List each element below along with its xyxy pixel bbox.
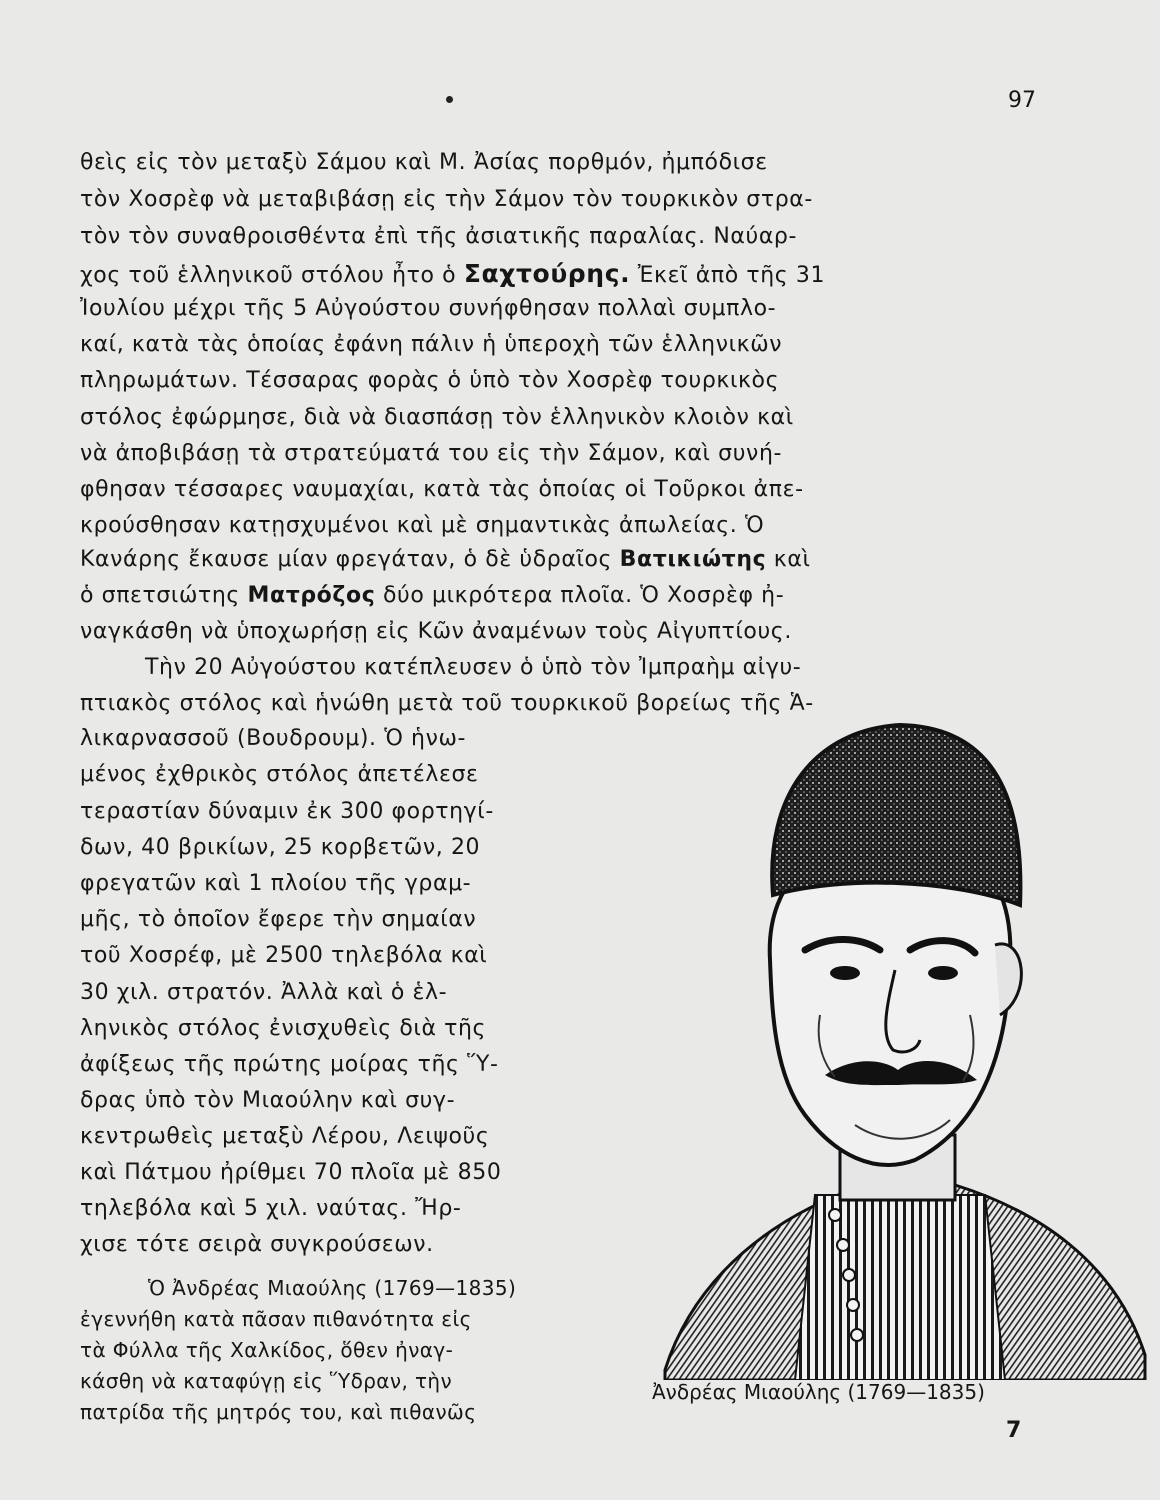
text-line: καί, κατὰ τὰς ὁποίας ἐφάνη πάλιν ἡ ὑπεροχὴ τῶν ἑλληνικῶν bbox=[80, 332, 783, 357]
text-line bbox=[80, 261, 825, 287]
text-line: καὶ Πάτμου ἠρίθμει 70 πλοῖα μὲ 850 bbox=[80, 1160, 502, 1185]
name-matrozos: Ματρόζος bbox=[247, 583, 376, 608]
text-line bbox=[80, 585, 784, 607]
text-line: ληνικὸς στόλος ἐνισχυθεὶς διὰ τῆς bbox=[80, 1016, 487, 1041]
text-line: δων, 40 βρικίων, 25 κορβετῶν, 20 bbox=[80, 835, 481, 860]
text-line: Ἰουλίου μέχρι τῆς 5 Αὐγούστου συνήφθησαν πολλαὶ συμπλο- bbox=[80, 296, 777, 321]
text-fragment: καὶ bbox=[766, 547, 811, 572]
text-line: Τὴν 20 Αὐγούστου κατέπλευσεν ὁ ὑπὸ τὸν Ἰμπραὴμ αἰγυ- bbox=[145, 655, 802, 680]
text-line: φρεγατῶν καὶ 1 πλοίου τῆς γραμ- bbox=[80, 871, 472, 896]
text-fragment: Κανάρης ἔκαυσε μίαν φρεγάταν, ὁ δὲ ὑδραῖος bbox=[80, 547, 620, 572]
caption-line: ἐγεννήθη κατὰ πᾶσαν πιθανότητα εἰς bbox=[80, 1307, 472, 1331]
name-vatikiotis: Βατικιώτης bbox=[619, 547, 767, 572]
text-line: θεὶς εἰς τὸν μεταξὺ Σάμου καὶ Μ. Ἀσίας πορθμόν, ἠμπόδισε bbox=[80, 150, 768, 175]
text-line: πτιακὸς στόλος καὶ ἡνώθη μετὰ τοῦ τουρκικοῦ βορείως τῆς Ἁ- bbox=[80, 691, 814, 716]
page-number: 97 bbox=[1008, 88, 1036, 113]
text-line: κρούσθησαν κατῃσχυμένοι καὶ μὲ σημαντικὰς ἀπωλείας. Ὁ bbox=[80, 513, 765, 538]
text-line: τεραστίαν δύναμιν ἐκ 300 φορτηγί- bbox=[80, 799, 494, 824]
caption-line: τὰ Φύλλα τῆς Χαλκίδος, ὅθεν ἠναγ- bbox=[80, 1338, 454, 1362]
signature-number: 7 bbox=[1006, 1418, 1022, 1443]
text-line: 30 χιλ. στρατόν. Ἀλλὰ καὶ ὁ ἑλ- bbox=[80, 980, 448, 1005]
text-fragment: Ἐκεῖ ἀπὸ τῆς 31 bbox=[630, 263, 826, 288]
dot-mark bbox=[446, 96, 453, 103]
text-line: στόλος ἐφώρμησε, διὰ νὰ διασπάσῃ τὸν ἑλληνικὸν κλοιὸν καὶ bbox=[80, 405, 794, 430]
text-line: μένος ἐχθρικὸς στόλος ἀπετέλεσε bbox=[80, 762, 479, 787]
portrait-illustration-icon bbox=[655, 715, 1150, 1380]
text-line: τηλεβόλα καὶ 5 χιλ. ναύτας. Ἤρ- bbox=[80, 1196, 462, 1221]
text-line: μῆς, τὸ ὁποῖον ἔφερε τὴν σημαίαν bbox=[80, 907, 477, 932]
text-fragment: χος τοῦ ἑλληνικοῦ στόλου ἦτο ὁ bbox=[80, 263, 464, 288]
text-line: πληρωμάτων. Τέσσαρας φορὰς ὁ ὑπὸ τὸν Χοσρὲφ τουρκικὸς bbox=[80, 368, 780, 393]
text-line: δρας ὑπὸ τὸν Μιαούλην καὶ συγ- bbox=[80, 1088, 456, 1113]
text-fragment: ὁ σπετσιώτης bbox=[80, 583, 248, 608]
text-line: χισε τότε σειρὰ συγκρούσεων. bbox=[80, 1232, 434, 1257]
text-line: ναγκάσθη νὰ ὑποχωρήσῃ εἰς Κῶν ἀναμένων τοὺς Αἰγυπτίους. bbox=[80, 619, 792, 644]
text-line: κεντρωθεὶς μεταξὺ Λέρου, Λειψοῦς bbox=[80, 1124, 490, 1149]
text-line: λικαρνασσοῦ (Βουδρουμ). Ὁ ἡνω- bbox=[80, 726, 467, 751]
text-line: φθησαν τέσσαρες ναυμαχίαι, κατὰ τὰς ὁποίας οἱ Τοῦρκοι ἀπε- bbox=[80, 477, 804, 502]
text-line: ἀφίξεως τῆς πρώτης μοίρας τῆς Ὕ- bbox=[80, 1052, 499, 1077]
name-sachtouris: Σαχτούρης. bbox=[463, 259, 631, 288]
text-line bbox=[80, 549, 811, 571]
text-line: νὰ ἀποβιβάσῃ τὰ στρατεύματά του εἰς τὴν Σάμον, καὶ συνή- bbox=[80, 441, 783, 466]
caption-line: Ὁ Ἀνδρέας Μιαούλης (1769—1835) bbox=[148, 1276, 517, 1300]
text-line: τοῦ Χοσρέφ, μὲ 2500 τηλεβόλα καὶ bbox=[80, 943, 488, 968]
caption-line: κάσθη νὰ καταφύγῃ εἰς Ὕδραν, τὴν bbox=[80, 1369, 453, 1393]
text-fragment: δύο μικρότερα πλοῖα. Ὁ Χοσρὲφ ἠ- bbox=[375, 583, 785, 608]
caption-line: πατρίδα τῆς μητρός του, καὶ πιθανῶς bbox=[80, 1400, 477, 1424]
portrait-caption: Ἀνδρέας Μιαούλης (1769—1835) bbox=[652, 1380, 985, 1404]
text-line: τὸν Χοσρὲφ νὰ μεταβιβάσῃ εἰς τὴν Σάμον τὸν τουρκικὸν στρα- bbox=[80, 187, 813, 212]
text-line: τὸν τὸν συναθροισθέντα ἐπὶ τῆς ἀσιατικῆς παραλίας. Ναύαρ- bbox=[80, 224, 798, 249]
